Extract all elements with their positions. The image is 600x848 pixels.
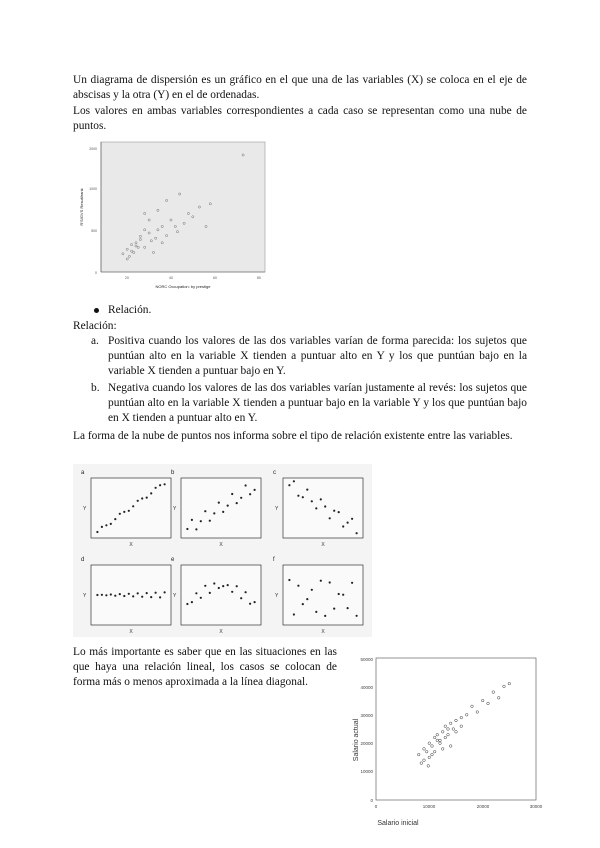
panel-dot [297, 585, 299, 587]
panel-d [81, 557, 171, 635]
panel-dot [114, 518, 116, 520]
y-tick-label: 1000 [89, 187, 97, 191]
panel-dot [114, 595, 116, 597]
panel-label: c [273, 470, 276, 476]
panel-y-label: Y [173, 593, 177, 599]
panel-dot [132, 505, 134, 507]
x-axis-title: Salario inicial [377, 820, 419, 827]
panel-dot [105, 594, 107, 596]
panel-dot [351, 518, 353, 520]
x-tick-label: 60 [213, 276, 217, 280]
figure-scatter-prestige [75, 138, 275, 293]
panel-dot [324, 615, 326, 617]
panel-dot [213, 582, 215, 584]
panel-dot [311, 500, 313, 502]
panel-dot [137, 500, 139, 502]
panel-dot [204, 585, 206, 587]
panel-x-label: X [219, 629, 223, 635]
panel-label: e [171, 557, 175, 563]
panel-y-label: Y [83, 506, 87, 512]
panel-dot [128, 510, 130, 512]
x-tick-label: 20000 [476, 804, 490, 809]
panel-dot [132, 595, 134, 597]
panel-frame [181, 478, 261, 538]
panel-dot [306, 489, 308, 491]
panel-dot [123, 595, 125, 597]
panel-label: f [273, 557, 275, 563]
paragraph-cloud: Los valores en ambas variables correspondientes a cada caso se representan como una nube de puntos. [73, 105, 527, 132]
panel-dot [110, 523, 112, 525]
panel-dot [218, 502, 220, 504]
paragraph-linear: Lo más importante es saber que en las situaciones en las que haya una relación lineal, los casos se colocan de forma más o menos aproximada a la línea diagonal. [73, 646, 337, 688]
x-tick-label: 20 [125, 276, 129, 280]
panel-dot [191, 601, 193, 603]
figure-relationship-types [73, 464, 372, 637]
panel-dot [342, 594, 344, 596]
panel-dot [164, 591, 166, 593]
panel-dot [227, 505, 229, 507]
panel-dot [315, 507, 317, 509]
x-axis-title: NORC Occupation: by prestige [155, 284, 211, 289]
panel-dot [213, 512, 215, 514]
panel-dot [146, 497, 148, 499]
panel-dot [231, 493, 233, 495]
panel-a [81, 470, 171, 548]
x-tick-label: 10000 [422, 804, 436, 809]
bullet-text: Relación. [108, 304, 152, 316]
panel-dot [320, 498, 322, 500]
panel-dot [227, 584, 229, 586]
plot-area [376, 658, 536, 800]
panel-frame [91, 565, 171, 625]
panel-dot [342, 525, 344, 527]
panel-dot [333, 510, 335, 512]
panel-dot [351, 582, 353, 584]
panel-x-label: X [129, 542, 133, 548]
panel-dot [240, 497, 242, 499]
list-item-b: Negativa cuando los valores de las dos variables varían justamente al revés: los sujetos que puntúan alto en la variable X tienden a puntuar bajo en la variable Y y los que puntúan bajo en X tienden a puntuar alto en Y. [108, 382, 527, 424]
panel-dot [150, 596, 152, 598]
panel-y-label: Y [173, 506, 177, 512]
panel-dot [204, 510, 206, 512]
relacion-heading: Relación: [73, 320, 117, 332]
panel-dot [249, 603, 251, 605]
panel-dot [186, 528, 188, 530]
panel-dot [96, 594, 98, 596]
panel-dot [128, 593, 130, 595]
paragraph-intro: Un diagrama de dispersión es un gráfico en el que una de las variables (X) se coloca en el eje de abscisas y la otra (Y) en el de ordenadas. [73, 74, 527, 101]
panel-dot [164, 483, 166, 485]
panel-dot [249, 493, 251, 495]
panel-dot [231, 591, 233, 593]
y-axis-title: Salario actual [353, 718, 360, 762]
panel-dot [186, 603, 188, 605]
y-tick-label: 10000 [360, 769, 373, 774]
panel-dot [141, 497, 143, 499]
panel-dot [141, 596, 143, 598]
panel-dot [101, 594, 103, 596]
panel-dot [324, 505, 326, 507]
panel-label: b [171, 470, 175, 476]
panel-f [273, 557, 363, 635]
panel-dot [288, 484, 290, 486]
panel-dot [159, 484, 161, 486]
panel-dot [123, 511, 125, 513]
panel-b [171, 470, 261, 548]
panel-dot [293, 613, 295, 615]
list-item-b-label: b. [91, 382, 100, 394]
panel-dot [195, 528, 197, 530]
panel-dot [119, 593, 121, 595]
panel-y-label: Y [275, 593, 279, 599]
panel-e [171, 557, 261, 635]
bullet-dot [94, 308, 99, 313]
panel-dot [209, 520, 211, 522]
x-tick-label: 40 [169, 276, 173, 280]
panel-dot [315, 611, 317, 613]
panel-dot [222, 511, 224, 513]
list-item-a: Positiva cuando los valores de las dos variables varían de forma parecida: los sujetos que puntúan alto en la variable X tienden a puntuar alto en Y y los que puntúan bajo en la variable X tienden a puntuar bajo en Y. [108, 335, 527, 377]
panel-dot [119, 513, 121, 515]
panel-dot [356, 615, 358, 617]
panel-dot [338, 593, 340, 595]
panel-dot [356, 532, 358, 534]
panel-dot [191, 519, 193, 521]
panel-x-label: X [129, 629, 133, 635]
panel-dot [245, 591, 247, 593]
panel-dot [110, 593, 112, 595]
plot-area [101, 142, 265, 272]
panel-y-label: Y [275, 506, 279, 512]
paragraph-shape: La forma de la nube de puntos nos informa sobre el tipo de relación existente entre las variables. [73, 430, 513, 442]
y-tick-label: 0 [95, 271, 97, 275]
panel-dot [302, 496, 304, 498]
panel-dot [306, 598, 308, 600]
y-tick-label: 2000 [89, 147, 97, 151]
y-tick-label: 50000 [360, 657, 373, 662]
panel-label: a [81, 470, 85, 476]
panel-x-label: X [321, 542, 325, 548]
x-tick-label: 30000 [529, 804, 543, 809]
panel-dot [347, 522, 349, 524]
panel-dot [150, 492, 152, 494]
panel-dot [96, 531, 98, 533]
y-tick-label: 30000 [360, 713, 373, 718]
panel-dot [236, 502, 238, 504]
panel-dot [329, 581, 331, 583]
panel-x-label: X [219, 542, 223, 548]
panel-dot [245, 484, 247, 486]
panel-dot [240, 597, 242, 599]
panel-y-label: Y [83, 593, 87, 599]
panel-dot [195, 592, 197, 594]
panel-frame [283, 478, 363, 538]
panel-dot [155, 487, 157, 489]
panel-x-label: X [321, 629, 325, 635]
panel-dot [209, 592, 211, 594]
panel-dot [159, 596, 161, 598]
y-tick-label: 40000 [360, 685, 373, 690]
x-tick-label: 80 [257, 276, 261, 280]
panel-dot [105, 524, 107, 526]
panel-dot [302, 603, 304, 605]
x-tick-label: 0 [374, 804, 378, 809]
panel-dot [101, 526, 103, 528]
panel-dot [137, 592, 139, 594]
y-axis-title: R'S/GVS Result/rank [79, 188, 84, 226]
panel-c [273, 470, 363, 548]
panel-label: d [81, 557, 85, 563]
panel-dot [288, 579, 290, 581]
panel-dot [236, 585, 238, 587]
list-item-a-label: a. [91, 335, 99, 347]
panel-dot [311, 589, 313, 591]
panel-frame [283, 565, 363, 625]
panel-dot [329, 517, 331, 519]
panel-dot [254, 489, 256, 491]
figure-scatter-salary [340, 650, 543, 830]
y-tick-label: 500 [91, 229, 97, 233]
panel-dot [146, 592, 148, 594]
panel-dot [293, 480, 295, 482]
panel-dot [200, 520, 202, 522]
panel-dot [347, 607, 349, 609]
panel-dot [218, 587, 220, 589]
panel-dot [333, 608, 335, 610]
panel-dot [254, 601, 256, 603]
panel-dot [297, 495, 299, 497]
y-tick-label: 0 [370, 798, 373, 803]
panel-dot [338, 511, 340, 513]
panel-dot [222, 585, 224, 587]
panel-dot [320, 580, 322, 582]
y-tick-label: 20000 [360, 741, 373, 746]
panel-dot [155, 592, 157, 594]
panel-frame [181, 565, 261, 625]
panel-frame [91, 478, 171, 538]
panel-dot [200, 597, 202, 599]
